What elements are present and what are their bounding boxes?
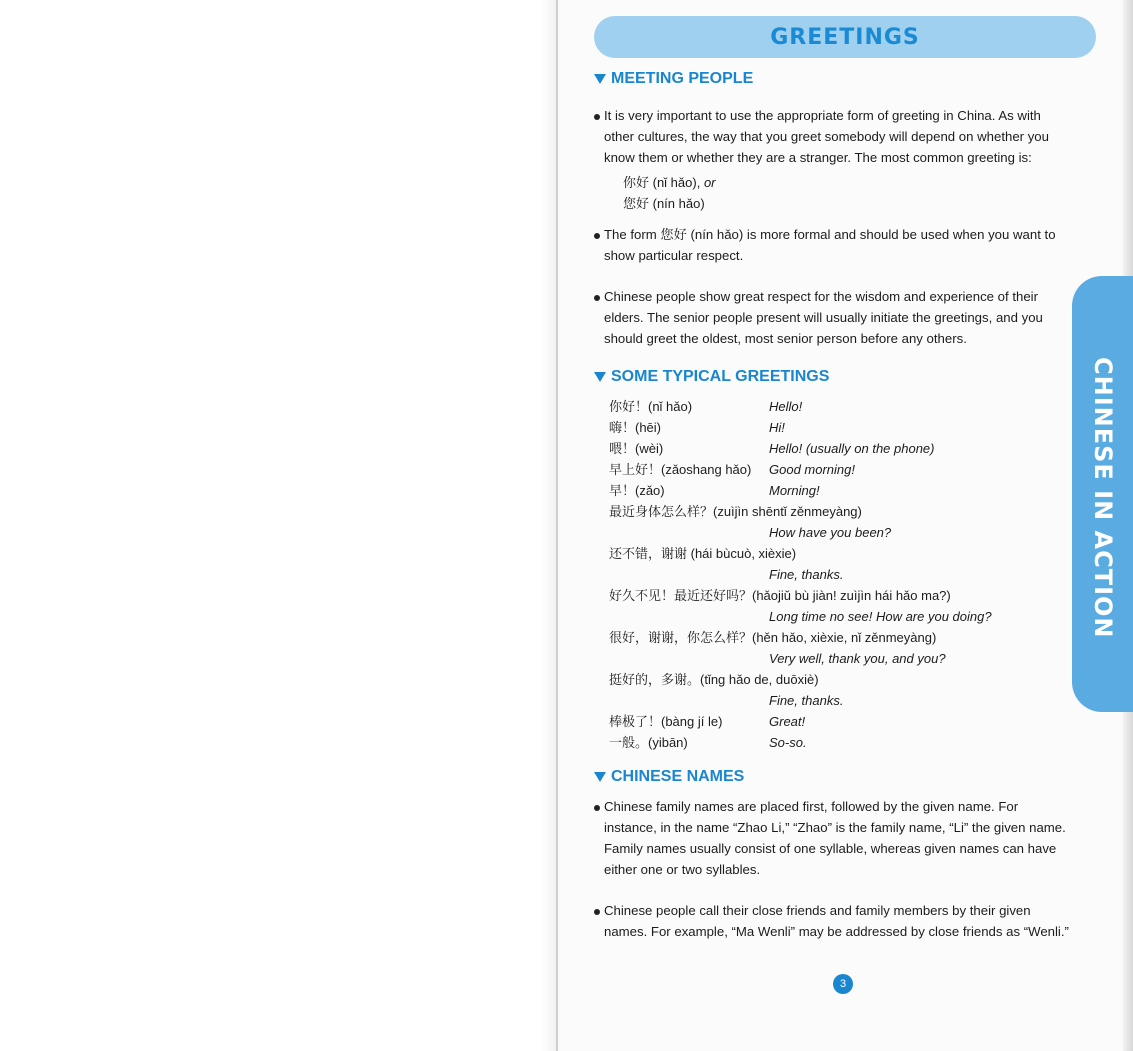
greeting-row: 你好！(nǐ hǎo) Hello! — [609, 399, 803, 414]
triangle-down-icon — [594, 372, 606, 382]
side-tab-label: CHINESE IN ACTION — [1089, 357, 1117, 639]
left-page-blank — [0, 0, 556, 1051]
page-title-banner — [594, 16, 1096, 58]
bullet-paragraph: Chinese people show great respect for the wisdom and experience of their elders. The senior people present will usually initiate the greetings, and you should greet the oldest, most senior person before any others. — [594, 286, 1074, 349]
example-phrase: 你好 (nǐ hǎo), or — [623, 175, 716, 190]
example-phrase: 您好 (nín hǎo) — [623, 196, 705, 211]
greeting-row: 早上好！(zǎoshang hǎo) Good morning! — [609, 462, 855, 477]
greeting-row: How have you been? — [769, 525, 892, 540]
greeting-row: Fine, thanks. — [769, 567, 844, 582]
greeting-row: 早！(zǎo) Morning! — [609, 483, 820, 498]
chinese-names-heading: CHINESE NAMES — [594, 768, 744, 786]
typical-greetings-heading: SOME TYPICAL GREETINGS — [594, 368, 829, 386]
triangle-down-icon — [594, 74, 606, 84]
greeting-row: 棒极了！(bàng jí le) Great! — [609, 714, 806, 729]
greeting-row: 挺好的，多谢。(tǐng hǎo de, duōxiè) — [609, 672, 819, 687]
greeting-row: Very well, thank you, and you? — [769, 651, 946, 666]
greeting-row: 一般。(yibān) So-so. — [609, 735, 807, 750]
bullet-paragraph: Chinese people call their close friends and family members by their given names. For example, “Ma Wenli” may be addressed by close friends as “Wenli.” — [594, 900, 1074, 942]
greeting-row: Fine, thanks. — [769, 693, 844, 708]
page-title: GREETINGS — [770, 24, 920, 50]
page-number: 3 — [833, 974, 853, 994]
bullet-paragraph: Chinese family names are placed first, followed by the given name. For instance, in the name “Zhao Li,” “Zhao” is the family name, “Li” the given name. Family names usually consist of one syllable, whereas given names can have either one or two syllables. — [594, 796, 1074, 880]
bullet-paragraph: It is very important to use the appropriate form of greeting in China. As with other cultures, the way that you greet somebody will depend on whether you know them or whether they are a stranger. The most common greeting is: — [594, 105, 1074, 168]
greeting-row: 还不错，谢谢 (hái bùcuò, xièxie) — [609, 546, 797, 561]
bullet-paragraph: The form 您好 (nín hǎo) is more formal and should be used when you want to show particular respect. — [594, 224, 1074, 266]
greeting-row: 好久不见！最近还好吗？(hǎojiǔ bù jiàn! zuìjìn hái hǎo ma?) — [609, 588, 951, 603]
triangle-down-icon — [594, 772, 606, 782]
greeting-row: Long time no see! How are you doing? — [769, 609, 992, 624]
meeting-people-heading: MEETING PEOPLE — [594, 70, 753, 88]
greeting-row: 喂！(wèi) Hello! (usually on the phone) — [609, 441, 935, 456]
greeting-row: 很好，谢谢，你怎么样？(hěn hǎo, xièxie, nǐ zěnmeyàng) — [609, 630, 937, 645]
greeting-row: 嗨！(hēi) Hi! — [609, 420, 785, 435]
greeting-row: 最近身体怎么样？(zuìjìn shēntǐ zěnmeyàng) — [609, 504, 862, 519]
